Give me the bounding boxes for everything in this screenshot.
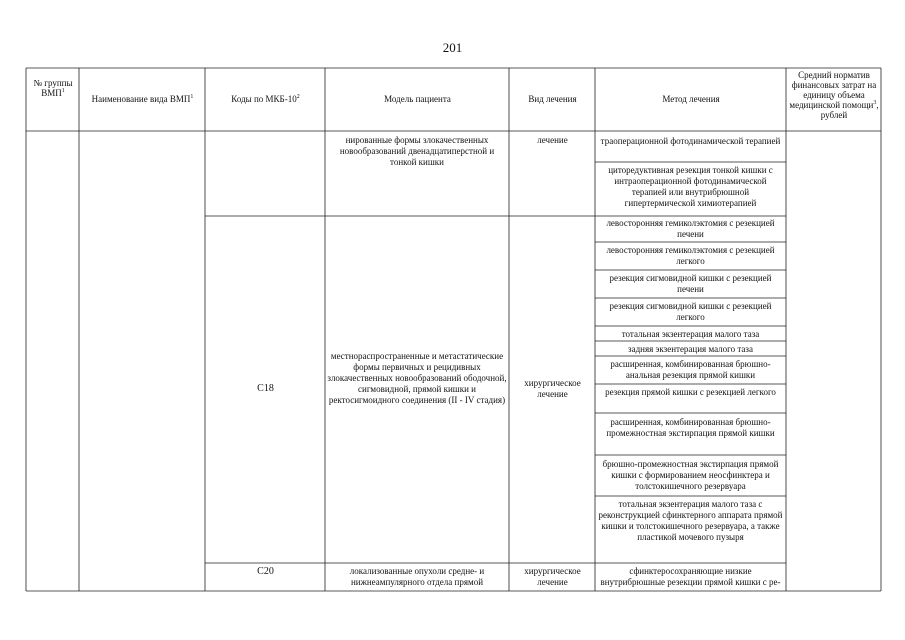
row2-method-4: резекция сигмовидной кишки с резекцией легкого bbox=[609, 301, 772, 322]
row2-method-1: левосторонняя гемиколэктомия с резекцией печени bbox=[606, 218, 775, 239]
row3-icd-code: C20 bbox=[257, 566, 274, 577]
header-treatment-type: Вид лечения bbox=[528, 94, 577, 104]
footnote-mark: 2 bbox=[296, 94, 300, 100]
footnote-mark: 1 bbox=[61, 88, 65, 94]
header-icd-codes-text: Коды по МКБ-10 bbox=[231, 94, 297, 104]
row2-icd-code: C18 bbox=[257, 383, 274, 394]
row3-patient-model: локализованные опухоли средне- и нижнеампулярного отдела прямой bbox=[349, 566, 485, 587]
row2-method-11: тотальная экзентерация малого таза с реконструкцией сфинктерного аппарата прямой кишки и толстокишечного резервуара, а также пластикой мочевого пузыря bbox=[598, 499, 783, 542]
header-treatment-method: Метод лечения bbox=[662, 94, 720, 104]
row2-method-5: тотальная экзентерация малого таза bbox=[621, 329, 760, 339]
row2-method-7: расширенная, комбинированная брюшно-анальная резекция прямой кишки bbox=[610, 359, 771, 380]
header-icd-codes bbox=[206, 94, 325, 104]
page-number: 201 bbox=[442, 40, 463, 55]
row1-method-1: траоперационной фотодинамической терапией bbox=[600, 136, 781, 146]
row2-method-2: левосторонняя гемиколэктомия с резекцией легкого bbox=[606, 245, 775, 266]
header-group-number bbox=[28, 78, 78, 98]
header-vmp-name bbox=[80, 94, 205, 104]
row2-method-3: резекция сигмовидной кишки с резекцией печени bbox=[609, 273, 772, 294]
footnote-mark: 1 bbox=[190, 94, 194, 100]
row2-method-8: резекция прямой кишки с резекцией легкого bbox=[605, 387, 776, 397]
header-group-number-text: № группы ВМП bbox=[33, 78, 73, 98]
row2-treatment-type: хирургическое лечение bbox=[524, 378, 581, 399]
row2-method-9: расширенная, комбинированная брюшно-промежностная экстирпация прямой кишки bbox=[606, 417, 775, 438]
row2-method-6: задняя экзентерация малого таза bbox=[628, 344, 753, 354]
row2-method-10: брюшно-промежностная экстирпация прямой кишки с формированием неосфинктера и толстокишечного резервуара bbox=[602, 459, 779, 491]
header-financial-norm-tail: , рублей bbox=[820, 100, 879, 120]
row1-patient-model: нированные формы злокачественных новообразований двенадцатиперстной и тонкой кишки bbox=[339, 135, 495, 167]
header-patient-model: Модель пациента bbox=[384, 94, 451, 104]
header-financial-norm bbox=[787, 70, 881, 120]
row3-treatment-type: хирургическое лечение bbox=[524, 566, 581, 587]
footnote-mark: 3 bbox=[873, 100, 877, 106]
header-vmp-name-text: Наименование вида ВМП bbox=[91, 94, 191, 104]
row3-method: сфинктеросохраняющие низкие внутрибрюшные резекции прямой кишки с ре- bbox=[600, 566, 781, 587]
header-financial-norm-text: Средний норматив финансовых затрат на единицу объема медицинской помощи bbox=[789, 70, 877, 110]
row1-method-2: циторедуктивная резекция тонкой кишки с интраоперационной фотодинамической терапией или внутрибрюшной гипертермической химиотерапией bbox=[608, 165, 773, 208]
row1-treatment-type: лечение bbox=[537, 135, 568, 145]
row2-patient-model: местнораспространенные и метастатические формы первичных и рецидивных злокачественных новообразований ободочной, сигмовидной, прямой кишки и ректосигмоидного соединения (II - IV стадия) bbox=[327, 351, 507, 405]
